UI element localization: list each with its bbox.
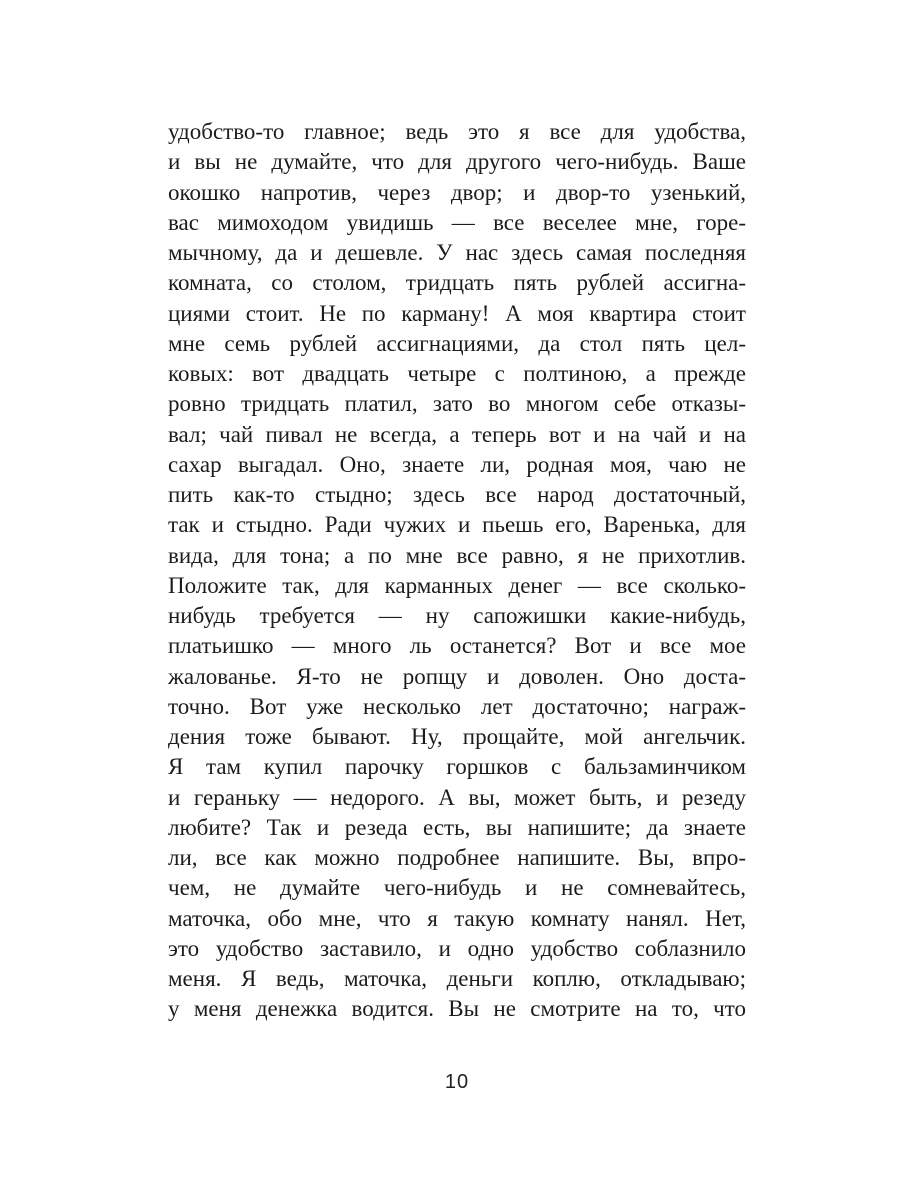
text-line: вас мимоходом увидишь — все веселее мне, горе- <box>168 209 746 235</box>
text-line: ли, все как можно подробнее напишите. Вы, впро- <box>168 845 746 870</box>
text-line: окошко напротив, через двор; и двор-то узенький, <box>168 179 746 205</box>
text-line: чем, не думайте чего-нибудь и не сомневайтесь, <box>168 875 746 901</box>
text-line: меня. Я ведь, маточка, деньги коплю, откладываю; <box>168 966 746 991</box>
text-line: Положите так, для карманных денег — все сколько- <box>168 572 746 598</box>
text-line: ровно тридцать платил, зато во многом себе отказы- <box>168 391 746 417</box>
text-line: нибудь требуется — ну сапожишки какие-нибудь, <box>168 603 746 628</box>
text-line: и гераньку — недорого. А вы, может быть, и резеду <box>168 784 746 810</box>
page-number: 10 <box>444 1071 470 1093</box>
text-line: так и стыдно. Ради чужих и пьешь его, Варенька, для <box>168 512 746 538</box>
text-line: дения тоже бывают. Ну, прощайте, мой ангельчик. <box>168 724 746 749</box>
text-line: ковых: вот двадцать четыре с полтиною, а прежде <box>168 361 746 386</box>
text-line: маточка, обо мне, что я такую комнату нанял. Нет, <box>168 905 746 931</box>
text-line: вида, для тона; а по мне все равно, я не прихотлив. <box>168 542 746 568</box>
text-line: удобство-то главное; ведь это я все для удобства, <box>168 119 746 144</box>
text-line: мычному, да и дешевле. У нас здесь самая последняя <box>168 240 746 265</box>
text-line: мне семь рублей ассигнациями, да стол пять цел- <box>168 330 746 356</box>
text-line: точно. Вот уже несколько лет достаточно; награж- <box>168 693 746 719</box>
text-line: Я там купил парочку горшков с бальзаминчиком <box>168 754 746 780</box>
text-line: платьишко — много ль останется? Вот и все мое <box>168 633 746 659</box>
text-line: жалованье. Я-то не ропщу и доволен. Оно доста- <box>168 663 746 689</box>
body-text <box>168 117 746 1025</box>
text-line: циями стоит. Не по карману! А моя квартира стоит <box>168 300 746 326</box>
text-line: и вы не думайте, что для другого чего-нибудь. Ваше <box>168 149 746 175</box>
text-line: сахар выгадал. Оно, знаете ли, родная моя, чаю не <box>168 451 746 477</box>
text-line: комната, со столом, тридцать пять рублей ассигна- <box>168 270 746 296</box>
text-line: любите? Так и резеда есть, вы напишите; да знаете <box>168 814 746 840</box>
text-line: вал; чай пивал не всегда, а теперь вот и на чай и на <box>168 421 746 447</box>
text-line: пить как-то стыдно; здесь все народ достаточный, <box>168 482 746 507</box>
text-line: это удобство заставило, и одно удобство соблазнило <box>168 935 746 961</box>
text-line: у меня денежка водится. Вы не смотрите на то, что <box>168 996 746 1022</box>
